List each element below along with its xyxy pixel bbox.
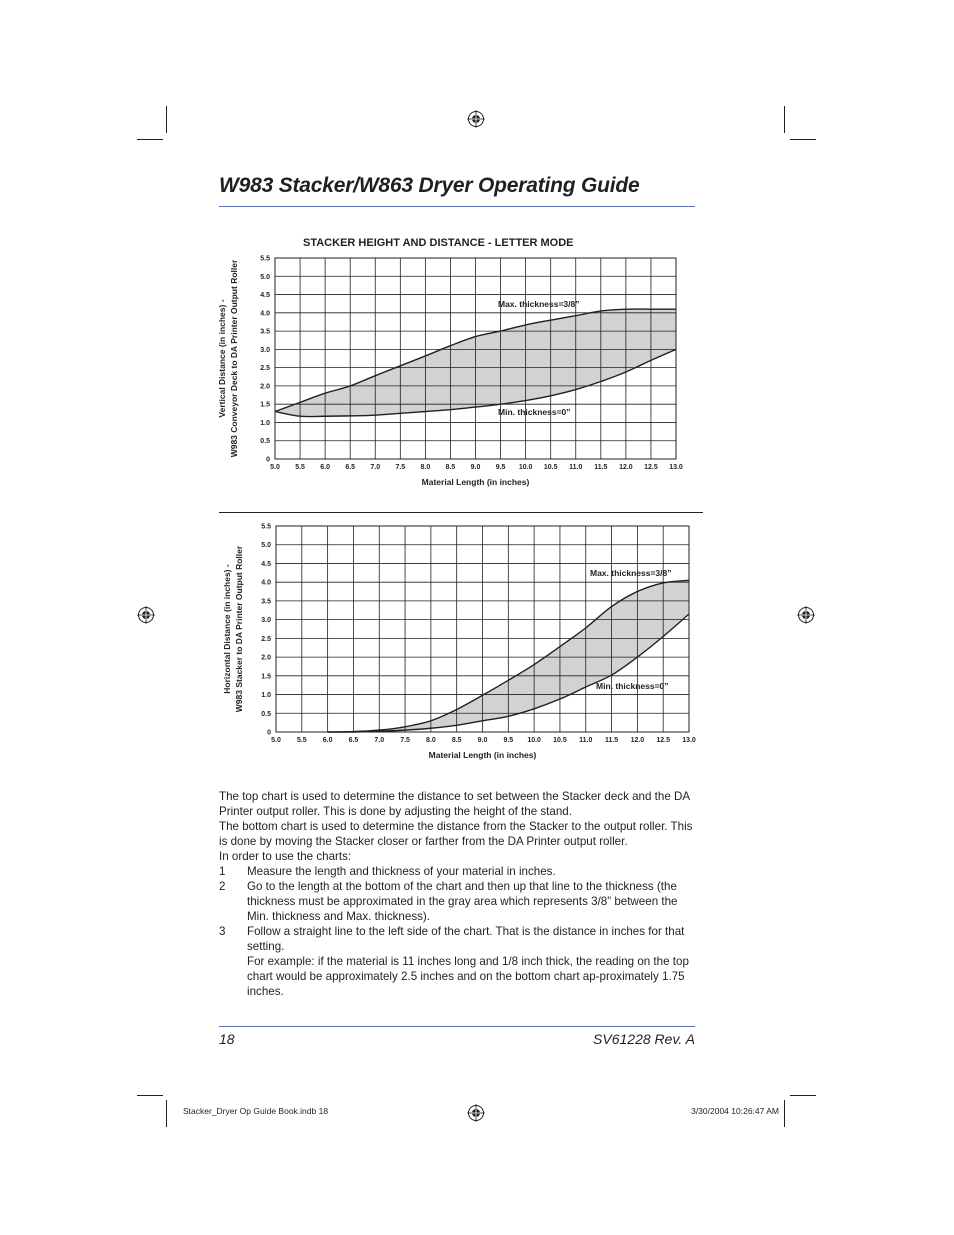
y-tick-label: 2.5 [261, 635, 271, 643]
x-tick-label: 5.5 [296, 737, 307, 744]
y-tick-label: 2.0 [260, 383, 270, 391]
step-number: 3 [219, 925, 226, 938]
list-item [219, 864, 699, 879]
page-number: 18 [219, 1031, 235, 1047]
footer-rule [219, 1026, 695, 1027]
x-tick-label: 8.5 [445, 464, 456, 471]
x-tick-label: 7.0 [370, 464, 381, 471]
x-tick-label: 12.5 [656, 737, 670, 744]
paragraph-intro: In order to use the charts: [219, 850, 352, 863]
series-label-max: Max. thickness=3/8” [590, 568, 672, 578]
x-tick-label: 5.5 [295, 464, 305, 471]
x-axis-label: Material Length (in inches) [421, 477, 530, 487]
y-tick-label: 0 [266, 456, 270, 464]
step-number: 1 [219, 865, 226, 878]
y-axis-label: W983 Stacker to DA Printer Output Roller [234, 545, 244, 713]
y-tick-label: 1.0 [261, 692, 271, 700]
x-tick-label: 5.0 [271, 737, 281, 744]
x-tick-label: 8.0 [420, 464, 431, 471]
y-tick-label: 3.0 [261, 617, 271, 625]
x-tick-label: 9.0 [477, 737, 488, 744]
y-tick-label: 0.5 [261, 710, 271, 718]
x-tick-label: 6.5 [348, 737, 359, 744]
step-text: Follow a straight line to the left side of the chart. That is the distance in inches for that setting. [247, 925, 685, 953]
series-label-max: Max. thickness=3/8” [498, 299, 580, 309]
y-tick-label: 5.5 [261, 523, 271, 531]
x-tick-label: 6.0 [322, 737, 333, 744]
step-number: 2 [219, 880, 226, 893]
x-tick-label: 10.5 [553, 737, 567, 744]
series-label-min: Min. thickness=0” [596, 681, 669, 691]
x-tick-label: 10.5 [543, 464, 558, 471]
x-tick-label: 11.0 [579, 737, 593, 744]
x-tick-label: 13.0 [682, 737, 696, 744]
document-number: SV61228 Rev. A [593, 1031, 695, 1047]
x-tick-label: 8.0 [426, 737, 436, 744]
y-tick-label: 3.0 [260, 346, 270, 354]
y-tick-label: 0.5 [260, 438, 270, 446]
paragraph-top-chart: The top chart is used to determine the distance to set between the Stacker deck and the DA Printer output roller. This is done by adjusting the height of the stand. [219, 790, 690, 818]
list-item [219, 879, 699, 924]
step-text: Measure the length and thickness of your material in inches. [247, 865, 556, 878]
x-tick-label: 6.5 [345, 464, 356, 471]
x-tick-label: 11.0 [569, 464, 583, 471]
x-tick-label: 12.0 [619, 464, 633, 471]
x-tick-label: 12.0 [630, 737, 645, 744]
y-tick-label: 5.0 [261, 542, 271, 550]
y-tick-label: 3.5 [260, 328, 270, 336]
instructions [219, 789, 699, 999]
y-axis-label: W983 Conveyor Deck to DA Printer Output Roller [229, 259, 239, 458]
list-item [219, 924, 699, 999]
chart-title: STACKER HEIGHT AND DISTANCE - LETTER MODE [303, 237, 574, 249]
step-text-block [247, 924, 699, 999]
x-tick-label: 11.5 [604, 737, 619, 744]
x-tick-label: 10.0 [527, 737, 541, 744]
paragraph-bottom-chart: The bottom chart is used to determine the distance from the Stacker to the output roller. This is done by moving the Stacker closer or farther from the DA Printer output roller. [219, 820, 693, 848]
x-tick-label: 12.5 [644, 464, 658, 471]
y-tick-label: 0 [267, 729, 271, 737]
y-tick-label: 1.5 [261, 673, 271, 681]
y-tick-label: 4.0 [260, 310, 270, 318]
x-tick-label: 7.5 [395, 464, 406, 471]
y-tick-label: 5.5 [260, 255, 270, 263]
x-axis-label: Material Length (in inches) [428, 750, 537, 760]
series-label-min: Min. thickness=0” [498, 407, 571, 417]
x-tick-label: 13.0 [669, 464, 683, 471]
y-tick-label: 5.0 [260, 273, 270, 281]
y-axis-label: Vertical Distance (in inches) - [217, 299, 227, 418]
x-tick-label: 9.5 [495, 464, 506, 471]
x-tick-label: 9.5 [503, 737, 514, 744]
y-tick-label: 1.5 [260, 401, 270, 409]
x-tick-label: 8.5 [451, 737, 462, 744]
y-tick-label: 4.5 [260, 292, 270, 300]
x-tick-label: 9.0 [470, 464, 481, 471]
y-axis-label: Horizontal Distance (in inches) - [222, 564, 232, 694]
y-tick-label: 1.0 [260, 419, 270, 427]
x-tick-label: 5.0 [270, 464, 280, 471]
x-tick-label: 10.0 [518, 464, 533, 471]
slug-date: 3/30/2004 10:26:47 AM [691, 1106, 779, 1116]
step-example: For example: if the material is 11 inches long and 1/8 inch thick, the reading on the top chart would be approximately 2.5 inches and on the bottom chart ap-proximately 1.75 inches. [247, 955, 689, 998]
x-tick-label: 7.5 [400, 737, 410, 744]
steps-list [219, 864, 699, 999]
y-tick-label: 2.5 [260, 365, 270, 373]
y-tick-label: 4.0 [261, 579, 271, 587]
x-tick-label: 6.0 [320, 464, 330, 471]
y-tick-label: 2.0 [261, 654, 271, 662]
slug-file: Stacker_Dryer Op Guide Book.indb 18 [183, 1106, 329, 1116]
y-tick-label: 4.5 [261, 560, 271, 568]
x-tick-label: 7.0 [374, 737, 385, 744]
x-tick-label: 11.5 [594, 464, 608, 471]
document-title: W983 Stacker/W863 Dryer Operating Guide [219, 174, 640, 197]
y-tick-label: 3.5 [261, 598, 271, 606]
step-text: Go to the length at the bottom of the chart and then up that line to the thickness (the thickness must be approximated in the gray area which represents 3/8” between the Min. thickness and Max. thickness). [247, 880, 678, 923]
